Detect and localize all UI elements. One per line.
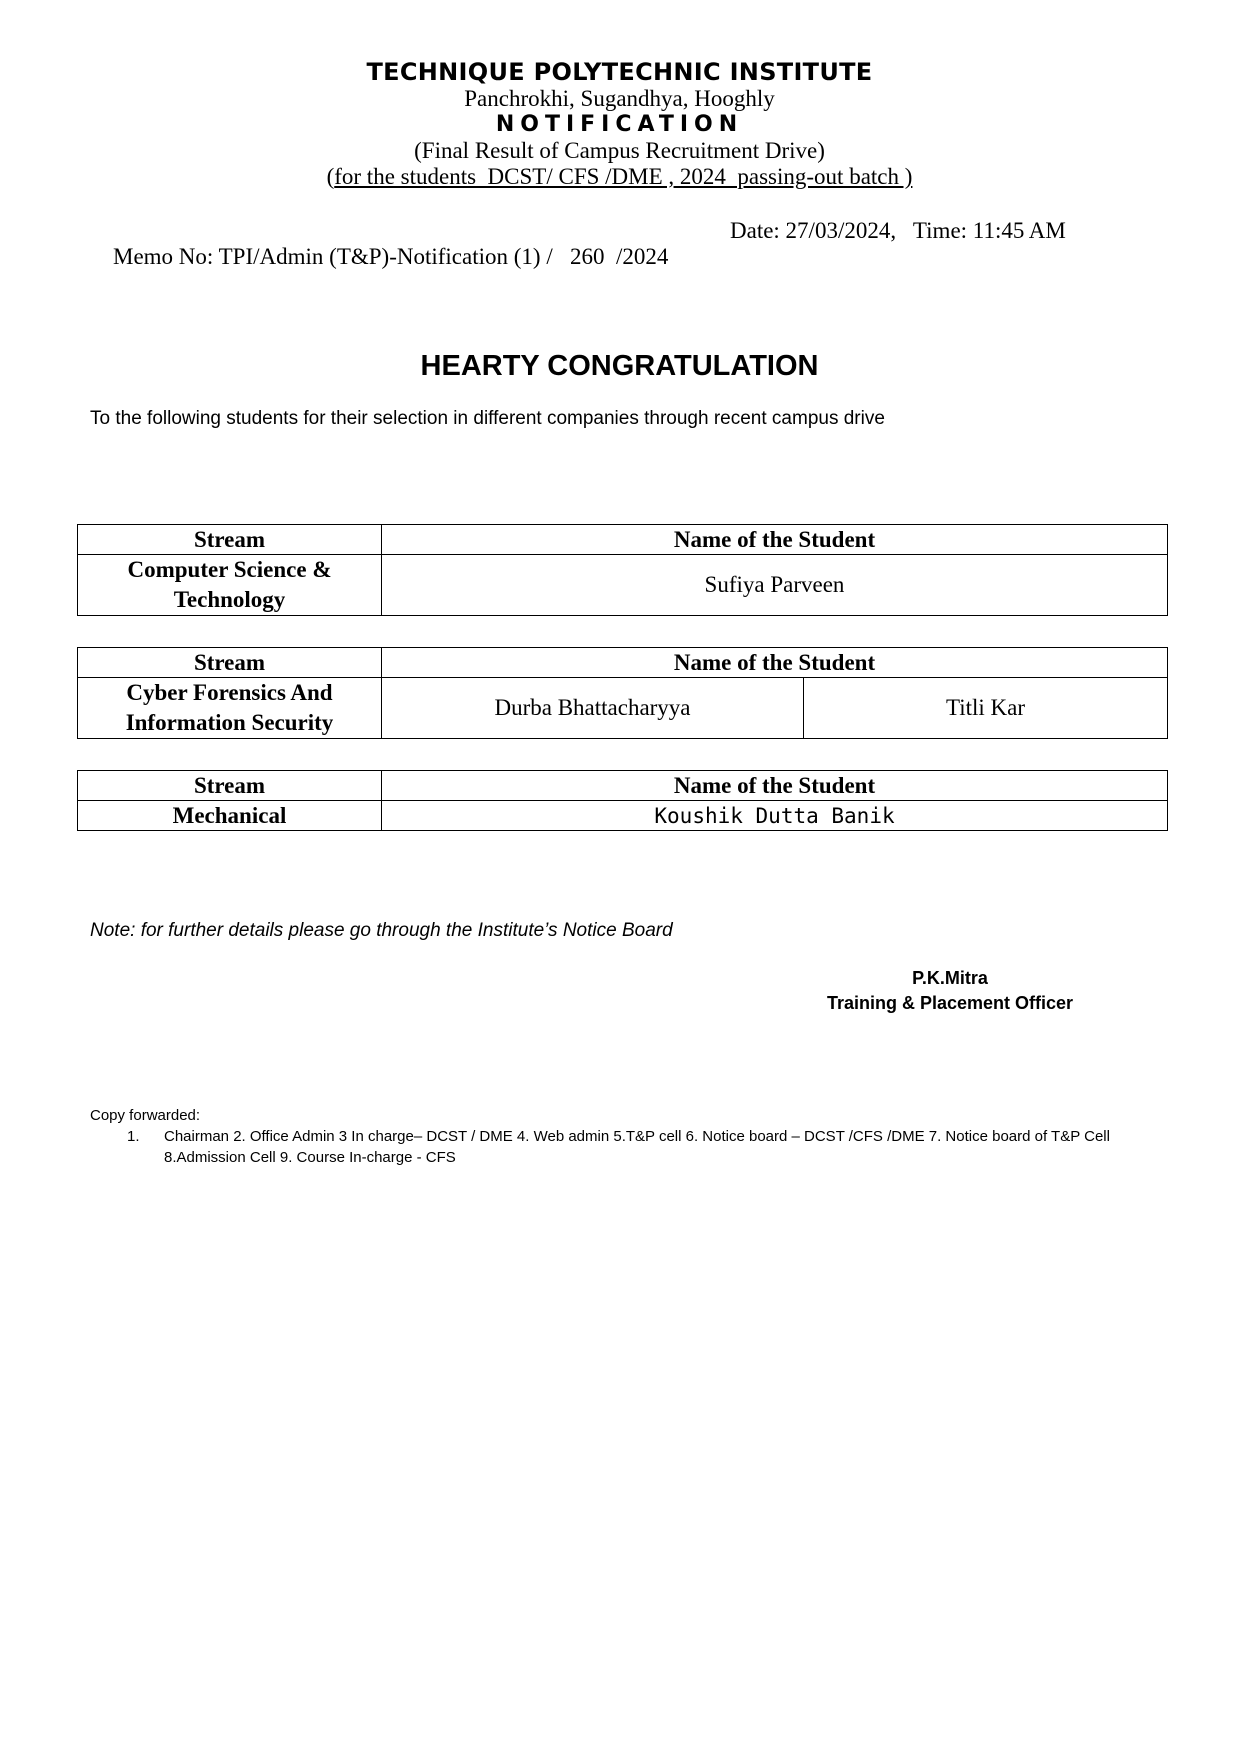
result-table-dme: [77, 770, 1168, 831]
stream-header: Stream: [78, 771, 382, 801]
student-name: Sufiya Parveen: [382, 555, 1168, 616]
copy-forwarded-label: Copy forwarded:: [90, 1107, 201, 1124]
note-text: Note: for further details please go through the Institute’s Notice Board: [90, 920, 673, 941]
notification-subtitle: (Final Result of Campus Recruitment Drive): [414, 138, 825, 163]
table-row: [78, 801, 1168, 831]
batch-line: [0, 164, 1239, 190]
student-name: Titli Kar: [804, 678, 1168, 739]
table-header-row: [78, 648, 1168, 678]
table-row: [78, 678, 1168, 739]
result-table-cst: [77, 524, 1168, 616]
name-header: Name of the Student: [382, 525, 1168, 555]
table-row: [78, 555, 1168, 616]
stream-header: Stream: [78, 648, 382, 678]
signature-block: [800, 966, 1100, 1016]
student-name: Koushik Dutta Banik: [382, 801, 1168, 831]
copy-line-2: 8.Admission Cell 9. Course In-charge - CFS: [164, 1149, 456, 1166]
list-number: 1.: [127, 1128, 140, 1145]
notification-heading: NOTIFICATION: [495, 112, 744, 137]
batch-open-paren: (: [326, 164, 335, 189]
signatory-title: Training & Placement Officer: [826, 993, 1074, 1013]
intro-text: To the following students for their selection in different companies through recent campus drive: [90, 408, 885, 429]
stream-cell: Computer Science & Technology: [78, 555, 382, 616]
table-header-row: [78, 525, 1168, 555]
batch-text: for the students DCST/ CFS /DME , 2024 passing-out batch ): [334, 164, 913, 189]
stream-cell: Cyber Forensics And Information Security: [78, 678, 382, 739]
stream-cell: Mechanical: [78, 801, 382, 831]
institute-address: Panchrokhi, Sugandhya, Hooghly: [464, 86, 775, 111]
copy-forwarded: [90, 1105, 1170, 1168]
name-header: Name of the Student: [382, 771, 1168, 801]
list-item: [90, 1126, 1170, 1168]
memo-date-time: Date: 27/03/2024, Time: 11:45 AM: [730, 218, 1066, 243]
document-header: [0, 58, 1239, 190]
copy-line-1: Chairman 2. Office Admin 3 In charge– DCST / DME 4. Web admin 5.T&P cell 6. Notice board – DCST /CFS /DME 7. Notice board of T&P Cell: [164, 1128, 1110, 1145]
result-table-cfs: [77, 647, 1168, 739]
table-header-row: [78, 771, 1168, 801]
memo-number: Memo No: TPI/Admin (T&P)-Notification (1) / 260 /2024: [113, 244, 669, 269]
student-name: Durba Bhattacharyya: [382, 678, 804, 739]
memo-row: [90, 218, 1150, 322]
signatory-name: P.K.Mitra: [912, 968, 988, 988]
institute-name: TECHNIQUE POLYTECHNIC INSTITUTE: [366, 58, 873, 86]
congratulation-heading: HEARTY CONGRATULATION: [420, 350, 819, 382]
name-header: Name of the Student: [382, 648, 1168, 678]
stream-header: Stream: [78, 525, 382, 555]
